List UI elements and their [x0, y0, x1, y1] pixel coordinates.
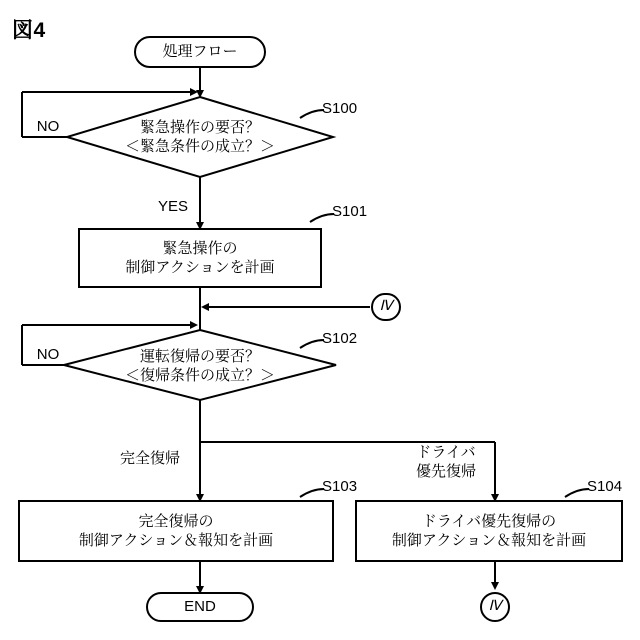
node-process-emergency-plan-line2: 制御アクションを計画 — [125, 259, 275, 276]
figure-title: 図4 — [12, 19, 46, 42]
step-label-s102: S102 — [322, 330, 358, 347]
node-process-emergency-plan-line1: 緊急操作の — [162, 239, 238, 257]
edge-label-yes-1: YES — [157, 198, 188, 215]
node-end-label: END — [184, 598, 216, 616]
node-process-full-return-line2: 制御アクション＆報知を計画 — [78, 532, 274, 549]
node-start-label: 処理フロー — [162, 43, 238, 61]
node-process-driver-priority-return-line1: ドライバ優先復帰の — [421, 512, 557, 530]
edge-label-no-1: NO — [36, 118, 60, 135]
step-label-s103: S103 — [322, 478, 358, 495]
node-end — [146, 592, 254, 622]
node-decision-return-line1: 運転復帰の要否？ — [139, 347, 260, 365]
node-decision-emergency-line1: 緊急操作の要否？ — [139, 118, 260, 136]
node-decision-return-line2: ＜復帰条件の成立？＞ — [124, 367, 275, 384]
edge-label-full-return: 完全復帰 — [119, 450, 180, 467]
step-label-s100: S100 — [322, 100, 358, 117]
node-decision-emergency-line2: ＜緊急条件の成立？＞ — [124, 138, 275, 155]
step-label-s104: S104 — [587, 478, 623, 495]
connector-iv-right-label: Ⅳ — [379, 299, 393, 315]
edge-label-driver-priority-return: ドライバ 優先復帰 — [415, 444, 476, 480]
node-process-driver-priority-return-line2: 制御アクション＆報知を計画 — [391, 532, 587, 549]
connector-iv-bottom — [480, 592, 510, 622]
node-start — [134, 36, 266, 68]
node-process-driver-priority-return — [355, 500, 623, 562]
step-label-s101: S101 — [332, 203, 368, 220]
node-process-full-return-line1: 完全復帰の — [138, 512, 214, 530]
node-process-full-return — [18, 500, 334, 562]
connector-iv-bottom-label: Ⅳ — [488, 599, 502, 615]
connector-iv-right — [371, 293, 401, 321]
node-process-emergency-plan — [78, 228, 322, 288]
edge-label-no-2: NO — [36, 346, 60, 363]
